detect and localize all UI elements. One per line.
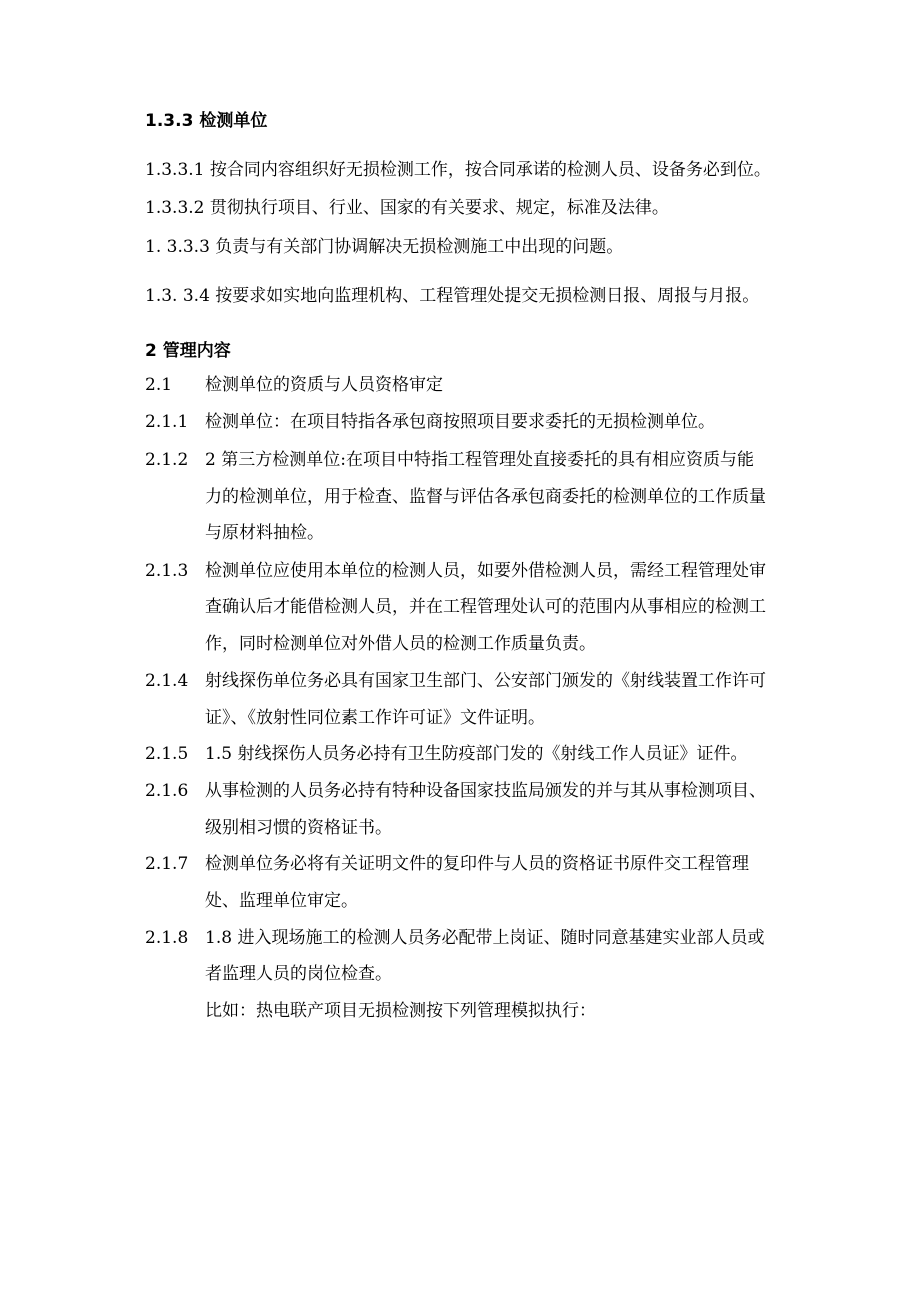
section-heading-1-3-3: 1.3.3 检测单位 — [145, 111, 268, 131]
item-text: 检测单位务必将有关证明文件的复印件与人员的资格证书原件交工程管理 — [205, 854, 749, 874]
section-heading-2: 2 管理内容 — [145, 341, 231, 361]
item-text-continued: 级别相习惯的资格证书。 — [205, 818, 392, 838]
item-text-continued: 查确认后才能借检测人员，并在工程管理处认可的范围内从事相应的检测工 — [205, 597, 766, 617]
item-text: 1.5 射线探伤人员务必持有卫生防疫部门发的《射线工作人员证》证件。 — [205, 744, 748, 764]
paragraph-1-3-3-1: 1.3.3.1 按合同内容组织好无损检测工作，按合同承诺的检测人员、设备务必到位。 — [145, 160, 771, 180]
item-text-continued: 者监理人员的岗位检查。 — [205, 964, 392, 984]
item-number: 2.1 — [145, 375, 173, 395]
item-number: 2.1.2 — [145, 450, 189, 470]
item-text: 2 第三方检测单位:在项目中特指工程管理处直接委托的具有相应资质与能 — [205, 450, 754, 470]
item-text: 检测单位的资质与人员资格审定 — [205, 375, 443, 395]
item-text: 射线探伤单位务必具有国家卫生部门、公安部门颁发的《射线装置工作许可 — [205, 671, 766, 691]
example-note: 比如：热电联产项目无损检测按下列管理模拟执行： — [205, 1001, 596, 1021]
paragraph-1-3-3-2: 1.3.3.2 贯彻执行项目、行业、国家的有关要求、规定，标准及法律。 — [145, 198, 669, 218]
paragraph-1-3-3-3: 1. 3.3.3 负责与有关部门协调解决无损检测施工中出现的问题。 — [145, 237, 624, 257]
item-text: 检测单位：在项目特指各承包商按照项目要求委托的无损检测单位。 — [205, 412, 715, 432]
item-text-continued: 与原材料抽检。 — [205, 523, 324, 543]
item-text: 从事检测的人员务必持有特种设备国家技监局颁发的并与其从事检测项目、 — [205, 781, 766, 801]
paragraph-1-3-3-4: 1.3. 3.4 按要求如实地向监理机构、工程管理处提交无损检测日报、周报与月报。 — [145, 286, 760, 306]
item-text-continued: 证》、《放射性同位素工作许可证》文件证明。 — [205, 708, 545, 728]
item-text-continued: 力的检测单位，用于检查、监督与评估各承包商委托的检测单位的工作质量 — [205, 487, 766, 507]
item-number: 2.1.4 — [145, 671, 189, 691]
item-number: 2.1.7 — [145, 854, 189, 874]
item-text-continued: 处、监理单位审定。 — [205, 891, 358, 911]
item-number: 2.1.6 — [145, 781, 189, 801]
item-text: 1.8 进入现场施工的检测人员务必配带上岗证、随时同意基建实业部人员或 — [205, 928, 765, 948]
item-number: 2.1.3 — [145, 561, 189, 581]
item-number: 2.1.5 — [145, 744, 189, 764]
item-text: 检测单位应使用本单位的检测人员，如要外借检测人员，需经工程管理处审 — [205, 561, 766, 581]
item-text-continued: 作，同时检测单位对外借人员的检测工作质量负责。 — [205, 634, 596, 654]
item-number: 2.1.1 — [145, 412, 189, 432]
item-number: 2.1.8 — [145, 928, 189, 948]
